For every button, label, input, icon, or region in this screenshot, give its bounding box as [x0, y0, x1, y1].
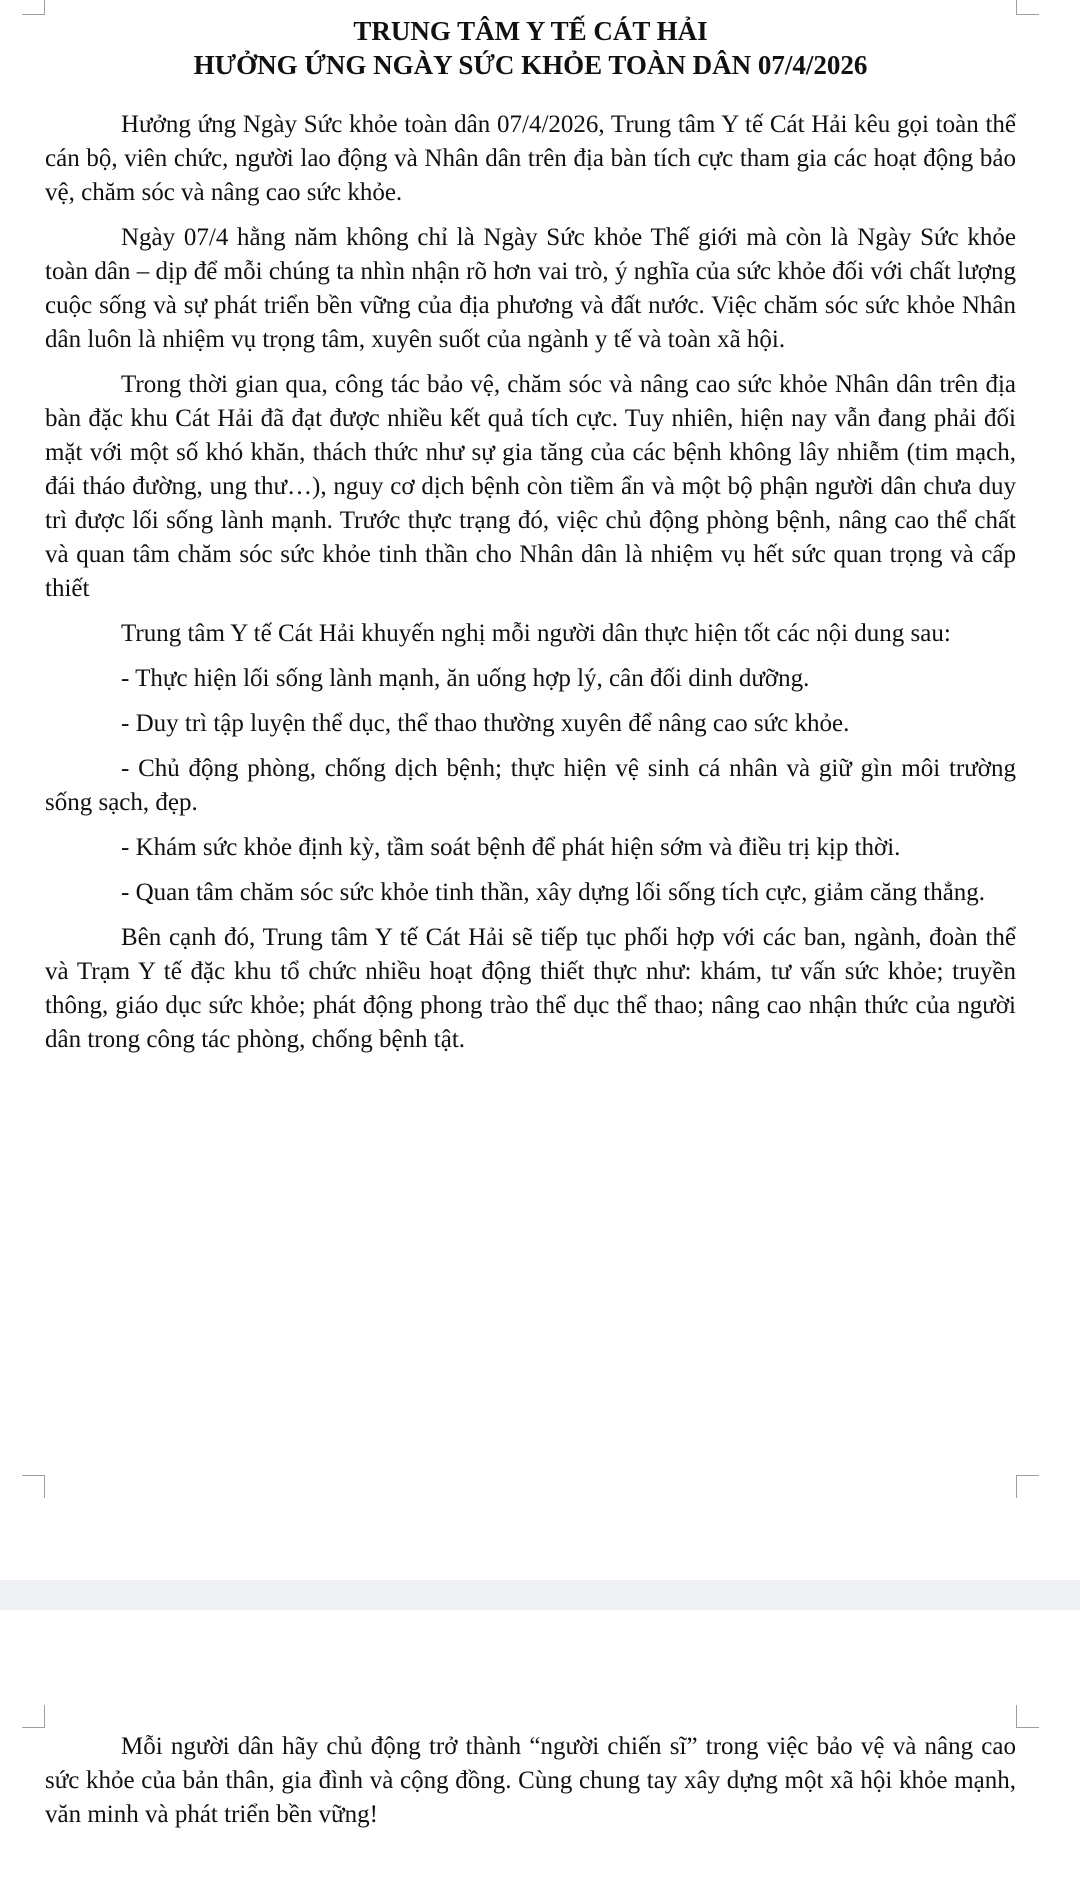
- recommendation-item: - Quan tâm chăm sóc sức khỏe tinh thần, xây dựng lối sống tích cực, giảm căng thẳng.: [121, 879, 986, 906]
- page-corner-mark: [1016, 1705, 1039, 1728]
- document-header: [45, 14, 1016, 82]
- page-corner-mark: [22, 1705, 45, 1728]
- page-corner-mark: [22, 1475, 45, 1498]
- recommendation-item: - Thực hiện lối sống lành mạnh, ăn uống hợp lý, cân đối dinh dưỡng.: [121, 665, 810, 692]
- document-body: [45, 1730, 1016, 1843]
- page-corner-mark: [1016, 0, 1039, 15]
- paragraph-situation: Trong thời gian qua, công tác bảo vệ, chăm sóc và nâng cao sức khỏe Nhân dân trên địa bàn đặc khu Cát Hải đã đạt được nhiều kết quả tích cực. Tuy nhiên, hiện nay vẫn đang phải đối mặt với một số khó khăn, thách thức như sự gia tăng của các bệnh không lây nhiễm (tim mạch, đái tháo đường, ung thư…), nguy cơ dịch bệnh còn tiềm ẩn và một bộ phận người dân chưa duy trì được lối sống lành mạnh. Trước thực trạng đó, việc chủ động phòng bệnh, nâng cao thể chất và quan tâm chăm sóc sức khỏe tinh thần cho Nhân dân là nhiệm vụ hết sức quan trọng và cấp thiết: [45, 371, 1016, 602]
- page-separator: [0, 1580, 1080, 1610]
- document-body: [45, 14, 1016, 1068]
- paragraph-meaning: Ngày 07/4 hằng năm không chỉ là Ngày Sức khỏe Thế giới mà còn là Ngày Sức khỏe toàn dân – dịp để mỗi chúng ta nhìn nhận rõ hơn vai trò, ý nghĩa của sức khỏe đối với chất lượng cuộc sống và sự phát triển bền vững của địa phương và đất nước. Việc chăm sóc sức khỏe Nhân dân luôn là nhiệm vụ trọng tâm, xuyên suốt của ngành y tế và toàn xã hội.: [45, 224, 1016, 353]
- page-corner-mark: [22, 0, 45, 15]
- recommendation-item: - Chủ động phòng, chống dịch bệnh; thực hiện vệ sinh cá nhân và giữ gìn môi trường sống sạch, đẹp.: [45, 755, 1016, 816]
- paragraph-call-to-action: Mỗi người dân hãy chủ động trở thành “người chiến sĩ” trong việc bảo vệ và nâng cao sức khỏe của bản thân, gia đình và cộng đồng. Cùng chung tay xây dựng một xã hội khỏe mạnh, văn minh và phát triển bền vững!: [45, 1733, 1016, 1828]
- recommendation-item: - Duy trì tập luyện thể dục, thể thao thường xuyên để nâng cao sức khỏe.: [121, 710, 850, 737]
- document-page-2: [0, 1610, 1080, 1886]
- recommendation-item: - Khám sức khỏe định kỳ, tầm soát bệnh để phát hiện sớm và điều trị kịp thời.: [121, 834, 901, 861]
- document-title: TRUNG TÂM Y TẾ CÁT HẢI: [353, 16, 708, 46]
- page-corner-mark: [1016, 1475, 1039, 1498]
- paragraph-intro: Hưởng ứng Ngày Sức khỏe toàn dân 07/4/2026, Trung tâm Y tế Cát Hải kêu gọi toàn thể cán bộ, viên chức, người lao động và Nhân dân trên địa bàn tích cực tham gia các hoạt động bảo vệ, chăm sóc và nâng cao sức khỏe.: [45, 111, 1016, 206]
- document-subtitle: HƯỞNG ỨNG NGÀY SỨC KHỎE TOÀN DÂN 07/4/2026: [193, 50, 868, 80]
- paragraph-activities: Bên cạnh đó, Trung tâm Y tế Cát Hải sẽ tiếp tục phối hợp với các ban, ngành, đoàn thể và Trạm Y tế đặc khu tổ chức nhiều hoạt động thiết thực như: khám, tư vấn sức khỏe; truyền thông, giáo dục sức khỏe; phát động phong trào thể dục thể thao; nâng cao nhận thức của người dân trong công tác phòng, chống bệnh tật.: [45, 924, 1016, 1053]
- paragraph-recommendation: Trung tâm Y tế Cát Hải khuyến nghị mỗi người dân thực hiện tốt các nội dung sau:: [121, 620, 951, 647]
